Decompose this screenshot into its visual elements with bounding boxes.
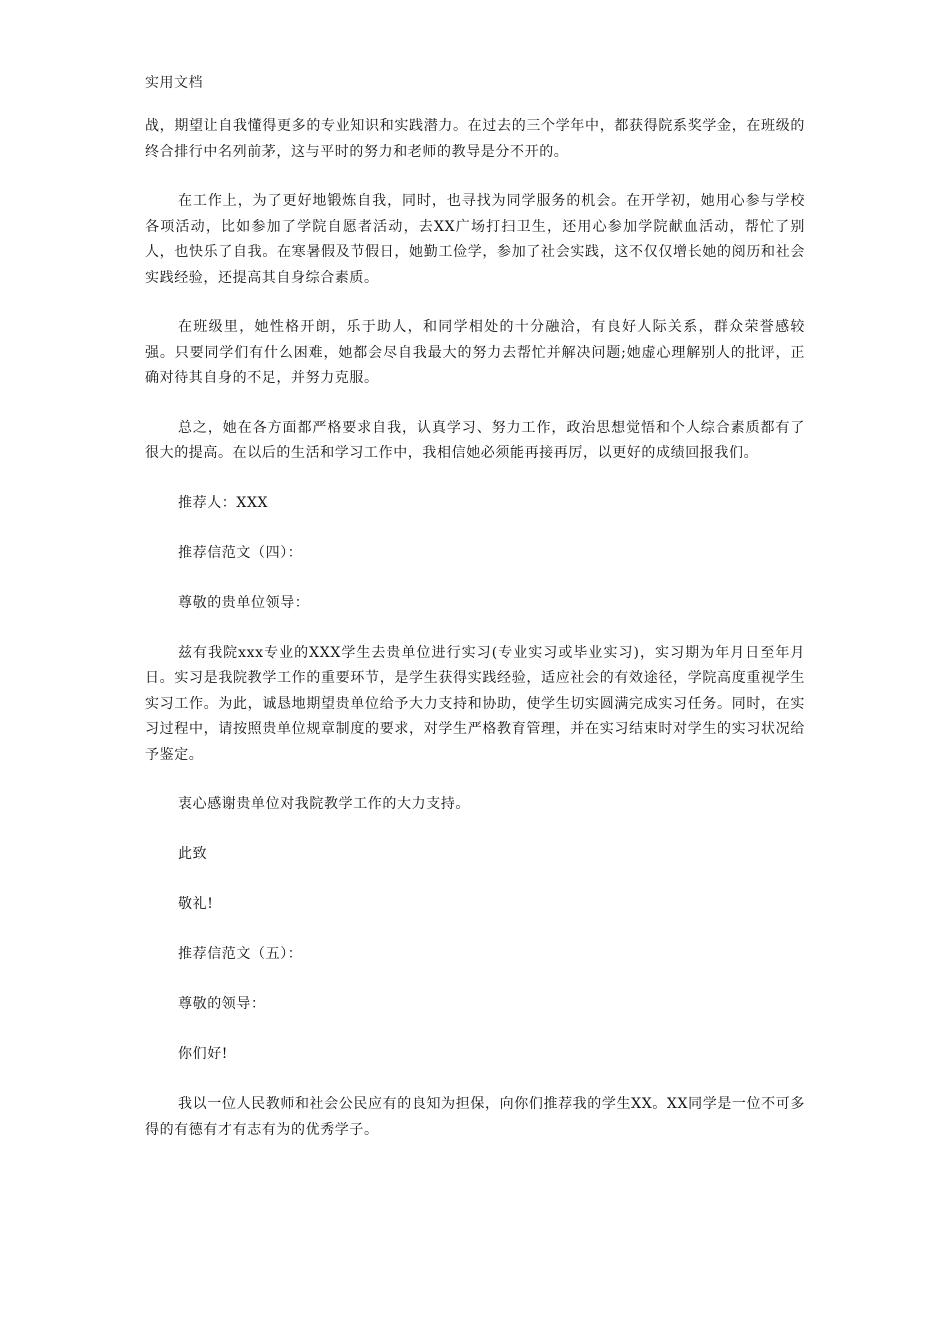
thanks-line: 衷心感谢贵单位对我院教学工作的大力支持。 [178, 796, 470, 812]
paragraph-class: 在班级里，她性格开朗，乐于助人，和同学相处的十分融洽，有良好人际关系，群众荣誉感较强。只要同学们有什么困难，她都会尽自我最大的努力去帮忙并解决问题;她虚心理解别人的批评，正确对待其自身的不足，并努力克服。 [145, 319, 805, 386]
paragraph-work: 在工作上，为了更好地锻炼自我，同时，也寻找为同学服务的机会。在开学初，她用心参与学校各项活动，比如参加了学院自愿者活动，去XX广场打扫卫生，还用心参加学院献血活动，帮忙了别人，也快乐了自我。在寒暑假及节假日，她勤工俭学，参加了社会实践，这不仅仅增长她的阅历和社会实践经验，还提高其自身综合素质。 [145, 193, 805, 286]
document-body [145, 114, 805, 1167]
paragraph-recommendation: 我以一位人民教师和社会公民应有的良知为担保，向你们推荐我的学生XX。XX同学是一位不可多得的有德有才有志有为的优秀学子。 [145, 1096, 805, 1138]
paragraph-summary: 总之，她在各方面都严格要求自我，认真学习、努力工作，政治思想觉悟和个人综合素质都有了很大的提高。在以后的生活和学习工作中，我相信她必须能再接再厉，以更好的成绩回报我们。 [145, 419, 805, 461]
greeting-five: 你们好! [178, 1046, 229, 1062]
salutation-four: 尊敬的贵单位领导： [178, 594, 310, 611]
closing-line-1: 此致 [178, 846, 208, 862]
paragraph-internship: 兹有我院xxx专业的XXX学生去贵单位进行实习(专业实习或毕业实习)，实习期为年月日至年月日。实习是我院教学工作的重要环节，是学生获得实践经验，适应社会的有效途径，学院高度重视学生实习工作。为此，诚恳地期望贵单位给予大力支持和协助，使学生切实圆满完成实习任务。同时，在实习过程中，请按照贵单位规章制度的要求，对学生严格教育管理，并在实习结束时对学生的实习状况给予鉴定。 [145, 644, 805, 763]
paragraph-continuation: 战，期望让自我懂得更多的专业知识和实践潜力。在过去的三个学年中，都获得院系奖学金，在班级的终合排行中名列前茅，这与平时的努力和老师的教导是分不开的。 [145, 118, 805, 160]
heading-sample-five: 推荐信范文（五）： [178, 946, 303, 962]
salutation-five: 尊敬的领导： [178, 996, 266, 1012]
recommender-line: 推荐人：XXX [178, 494, 269, 511]
page-header: 实用文档 [145, 75, 203, 91]
closing-line-2: 敬礼! [178, 896, 214, 912]
heading-sample-four: 推荐信范文（四）： [178, 544, 303, 561]
